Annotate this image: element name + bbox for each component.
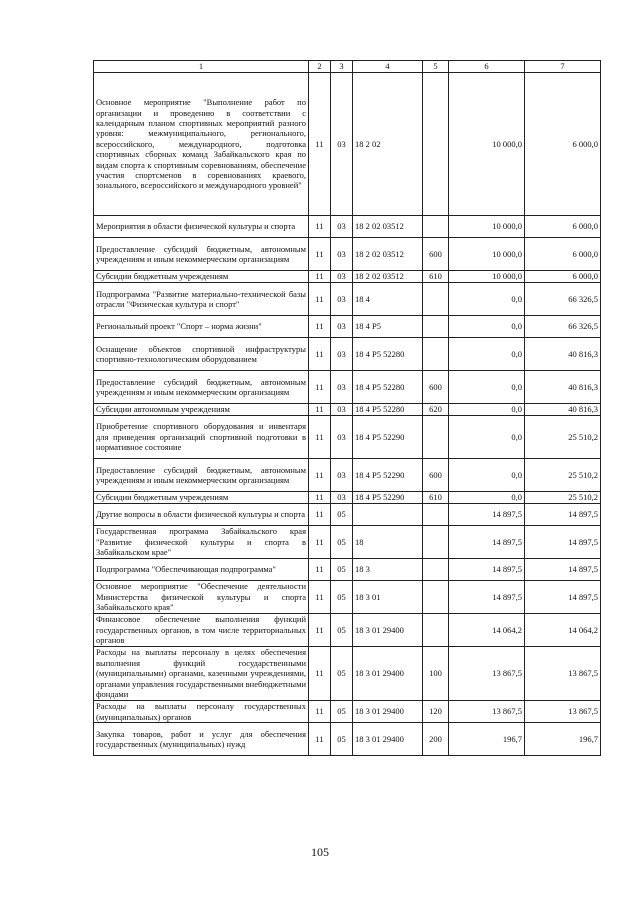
- amount-col7-cell: 14 897,5: [525, 526, 601, 559]
- target-article-cell: 18 4 P5: [353, 316, 423, 338]
- target-article-cell: 18 4: [353, 283, 423, 316]
- subsection-cell: 05: [331, 581, 353, 614]
- table-row: [94, 338, 601, 371]
- table-row: [94, 73, 601, 216]
- target-article-cell: 18 4 P5 52280: [353, 371, 423, 404]
- amount-col6-cell: 0,0: [449, 492, 525, 504]
- section-cell: 11: [309, 416, 331, 459]
- target-article-cell: 18 2 02 03512: [353, 216, 423, 238]
- section-cell: 11: [309, 701, 331, 723]
- expense-type-cell: 100: [423, 647, 449, 701]
- row-name-cell: Расходы на выплаты персоналу государственных (муниципальных) органов: [94, 701, 309, 723]
- table-row: [94, 492, 601, 504]
- subsection-cell: 05: [331, 504, 353, 526]
- row-name-cell: Основное мероприятие "Выполнение работ по организации и проведению в соответствии с календарным планом спортивных мероприятий разного уровня: межмуниципального, регионального, всероссийского, международного, подготовка спортивных сборных команд Забайкальского края по видам спорта к спортивным соревнованиям, обеспечение участия спортсменов в соревнованиях краевого, зонального, всероссийского и международного уровней": [94, 73, 309, 216]
- amount-col6-cell: 196,7: [449, 723, 525, 756]
- subsection-cell: 05: [331, 526, 353, 559]
- expense-type-cell: 600: [423, 371, 449, 404]
- target-article-cell: 18 3 01: [353, 581, 423, 614]
- subsection-cell: 03: [331, 404, 353, 416]
- subsection-cell: 03: [331, 283, 353, 316]
- amount-col7-cell: 25 510,2: [525, 416, 601, 459]
- amount-col6-cell: 0,0: [449, 459, 525, 492]
- section-cell: 11: [309, 459, 331, 492]
- page-number: 105: [311, 845, 329, 859]
- row-name-cell: Подпрограмма "Развитие материально-технической базы отрасли "Физическая культура и спорт": [94, 283, 309, 316]
- header-cell: 1: [94, 61, 309, 73]
- row-name-cell: Государственная программа Забайкальского края "Развитие физической культуры и спорта в Забайкальском крае": [94, 526, 309, 559]
- row-name-cell: Закупка товаров, работ и услуг для обеспечения государственных (муниципальных) нужд: [94, 723, 309, 756]
- target-article-cell: 18 4 P5 52280: [353, 404, 423, 416]
- row-name-cell: Другие вопросы в области физической культуры и спорта: [94, 504, 309, 526]
- section-cell: 11: [309, 723, 331, 756]
- row-name-cell: Предоставление субсидий бюджетным, автономным учреждениям и иным некоммерческим организациям: [94, 238, 309, 271]
- expense-type-cell: [423, 216, 449, 238]
- table-row: [94, 238, 601, 271]
- amount-col7-cell: 40 816,3: [525, 404, 601, 416]
- expense-type-cell: 610: [423, 492, 449, 504]
- expense-type-cell: [423, 504, 449, 526]
- target-article-cell: 18 4 P5 52290: [353, 416, 423, 459]
- table-row: [94, 416, 601, 459]
- target-article-cell: 18 3 01 29400: [353, 614, 423, 647]
- amount-col7-cell: 14 064,2: [525, 614, 601, 647]
- row-name-cell: Субсидии бюджетным учреждениям: [94, 271, 309, 283]
- target-article-cell: 18 3: [353, 559, 423, 581]
- row-name-cell: Приобретение спортивного оборудования и инвентаря для приведения организаций спортивной подготовки в нормативное состояние: [94, 416, 309, 459]
- amount-col7-cell: 25 510,2: [525, 492, 601, 504]
- table-row: [94, 216, 601, 238]
- table-row: [94, 723, 601, 756]
- table-row: [94, 404, 601, 416]
- row-name-cell: Предоставление субсидий бюджетным, автономным учреждениям и иным некоммерческим организациям: [94, 459, 309, 492]
- amount-col6-cell: 10 000,0: [449, 271, 525, 283]
- row-name-cell: Региональный проект "Спорт – норма жизни": [94, 316, 309, 338]
- target-article-cell: 18 2 02 03512: [353, 271, 423, 283]
- table-row: [94, 526, 601, 559]
- row-name-cell: Субсидии автономным учреждениям: [94, 404, 309, 416]
- target-article-cell: 18: [353, 526, 423, 559]
- subsection-cell: 03: [331, 338, 353, 371]
- header-cell: 6: [449, 61, 525, 73]
- subsection-cell: 03: [331, 238, 353, 271]
- amount-col6-cell: 0,0: [449, 338, 525, 371]
- row-name-cell: Мероприятия в области физической культуры и спорта: [94, 216, 309, 238]
- row-name-cell: Субсидии бюджетным учреждениям: [94, 492, 309, 504]
- amount-col6-cell: 10 000,0: [449, 73, 525, 216]
- row-name-cell: Подпрограмма "Обеспечивающая подпрограмма": [94, 559, 309, 581]
- row-name-cell: Предоставление субсидий бюджетным, автономным учреждениям и иным некоммерческим организациям: [94, 371, 309, 404]
- subsection-cell: 03: [331, 216, 353, 238]
- subsection-cell: 05: [331, 647, 353, 701]
- section-cell: 11: [309, 238, 331, 271]
- expense-type-cell: 620: [423, 404, 449, 416]
- amount-col7-cell: 25 510,2: [525, 459, 601, 492]
- section-cell: 11: [309, 559, 331, 581]
- section-cell: 11: [309, 338, 331, 371]
- subsection-cell: 03: [331, 271, 353, 283]
- subsection-cell: 05: [331, 723, 353, 756]
- subsection-cell: 05: [331, 701, 353, 723]
- expense-type-cell: [423, 526, 449, 559]
- table-row: [94, 283, 601, 316]
- expense-type-cell: 610: [423, 271, 449, 283]
- amount-col7-cell: 66 326,5: [525, 283, 601, 316]
- expense-type-cell: [423, 581, 449, 614]
- row-name-cell: Финансовое обеспечение выполнения функций государственных органов, в том числе территориальных органов: [94, 614, 309, 647]
- target-article-cell: 18 2 02 03512: [353, 238, 423, 271]
- section-cell: 11: [309, 647, 331, 701]
- table-row: [94, 504, 601, 526]
- subsection-cell: 03: [331, 492, 353, 504]
- section-cell: 11: [309, 581, 331, 614]
- amount-col7-cell: 14 897,5: [525, 581, 601, 614]
- section-cell: 11: [309, 371, 331, 404]
- table-row: [94, 581, 601, 614]
- amount-col7-cell: 6 000,0: [525, 216, 601, 238]
- target-article-cell: 18 4 P5 52290: [353, 492, 423, 504]
- target-article-cell: [353, 504, 423, 526]
- header-cell: 5: [423, 61, 449, 73]
- amount-col6-cell: 10 000,0: [449, 216, 525, 238]
- expense-type-cell: 600: [423, 459, 449, 492]
- subsection-cell: 03: [331, 459, 353, 492]
- expense-type-cell: [423, 338, 449, 371]
- header-cell: 7: [525, 61, 601, 73]
- expense-type-cell: [423, 73, 449, 216]
- target-article-cell: 18 3 01 29400: [353, 701, 423, 723]
- amount-col6-cell: 0,0: [449, 404, 525, 416]
- amount-col6-cell: 14 897,5: [449, 504, 525, 526]
- table-row: [94, 371, 601, 404]
- section-cell: 11: [309, 504, 331, 526]
- amount-col6-cell: 0,0: [449, 316, 525, 338]
- section-cell: 11: [309, 216, 331, 238]
- subsection-cell: 05: [331, 614, 353, 647]
- section-cell: 11: [309, 316, 331, 338]
- amount-col7-cell: 66 326,5: [525, 316, 601, 338]
- target-article-cell: 18 4 P5 52280: [353, 338, 423, 371]
- table-row: [94, 559, 601, 581]
- expense-type-cell: 600: [423, 238, 449, 271]
- section-cell: 11: [309, 526, 331, 559]
- expense-type-cell: [423, 416, 449, 459]
- expense-type-cell: 200: [423, 723, 449, 756]
- section-cell: 11: [309, 271, 331, 283]
- amount-col6-cell: 13 867,5: [449, 701, 525, 723]
- header-cell: 4: [353, 61, 423, 73]
- section-cell: 11: [309, 283, 331, 316]
- subsection-cell: 03: [331, 316, 353, 338]
- table-row: [94, 614, 601, 647]
- target-article-cell: 18 2 02: [353, 73, 423, 216]
- amount-col6-cell: 14 897,5: [449, 526, 525, 559]
- section-cell: 11: [309, 614, 331, 647]
- section-cell: 11: [309, 404, 331, 416]
- amount-col7-cell: 14 897,5: [525, 504, 601, 526]
- expense-type-cell: [423, 614, 449, 647]
- amount-col6-cell: 0,0: [449, 283, 525, 316]
- table-row: [94, 647, 601, 701]
- table-row: [94, 316, 601, 338]
- subsection-cell: 03: [331, 416, 353, 459]
- section-cell: 11: [309, 492, 331, 504]
- amount-col6-cell: 14 897,5: [449, 581, 525, 614]
- amount-col6-cell: 10 000,0: [449, 238, 525, 271]
- table-row: [94, 701, 601, 723]
- target-article-cell: 18 3 01 29400: [353, 723, 423, 756]
- amount-col7-cell: 13 867,5: [525, 647, 601, 701]
- amount-col6-cell: 0,0: [449, 416, 525, 459]
- expense-type-cell: [423, 316, 449, 338]
- subsection-cell: 03: [331, 73, 353, 216]
- expense-type-cell: 120: [423, 701, 449, 723]
- row-name-cell: Основное мероприятие "Обеспечение деятельности Министерства физической культуры и спорта Забайкальского края": [94, 581, 309, 614]
- table-header-row: [94, 61, 601, 73]
- expense-type-cell: [423, 283, 449, 316]
- row-name-cell: Оснащение объектов спортивной инфраструктуры спортивно-технологическим оборудованием: [94, 338, 309, 371]
- section-cell: 11: [309, 73, 331, 216]
- amount-col7-cell: 6 000,0: [525, 271, 601, 283]
- budget-table: [93, 60, 601, 756]
- amount-col6-cell: 14 897,5: [449, 559, 525, 581]
- amount-col7-cell: 40 816,3: [525, 338, 601, 371]
- amount-col7-cell: 6 000,0: [525, 238, 601, 271]
- subsection-cell: 03: [331, 371, 353, 404]
- header-cell: 3: [331, 61, 353, 73]
- table-row: [94, 459, 601, 492]
- amount-col7-cell: 6 000,0: [525, 73, 601, 216]
- expense-type-cell: [423, 559, 449, 581]
- amount-col6-cell: 14 064,2: [449, 614, 525, 647]
- subsection-cell: 05: [331, 559, 353, 581]
- amount-col7-cell: 14 897,5: [525, 559, 601, 581]
- table-row: [94, 271, 601, 283]
- amount-col6-cell: 0,0: [449, 371, 525, 404]
- target-article-cell: 18 4 P5 52290: [353, 459, 423, 492]
- header-cell: 2: [309, 61, 331, 73]
- amount-col7-cell: 13 867,5: [525, 701, 601, 723]
- row-name-cell: Расходы на выплаты персоналу в целях обеспечения выполнения функций государственными (муниципальными) органами, казенными учреждениями, органами управления государственными внебюджетными фондами: [94, 647, 309, 701]
- amount-col7-cell: 40 816,3: [525, 371, 601, 404]
- target-article-cell: 18 3 01 29400: [353, 647, 423, 701]
- amount-col6-cell: 13 867,5: [449, 647, 525, 701]
- amount-col7-cell: 196,7: [525, 723, 601, 756]
